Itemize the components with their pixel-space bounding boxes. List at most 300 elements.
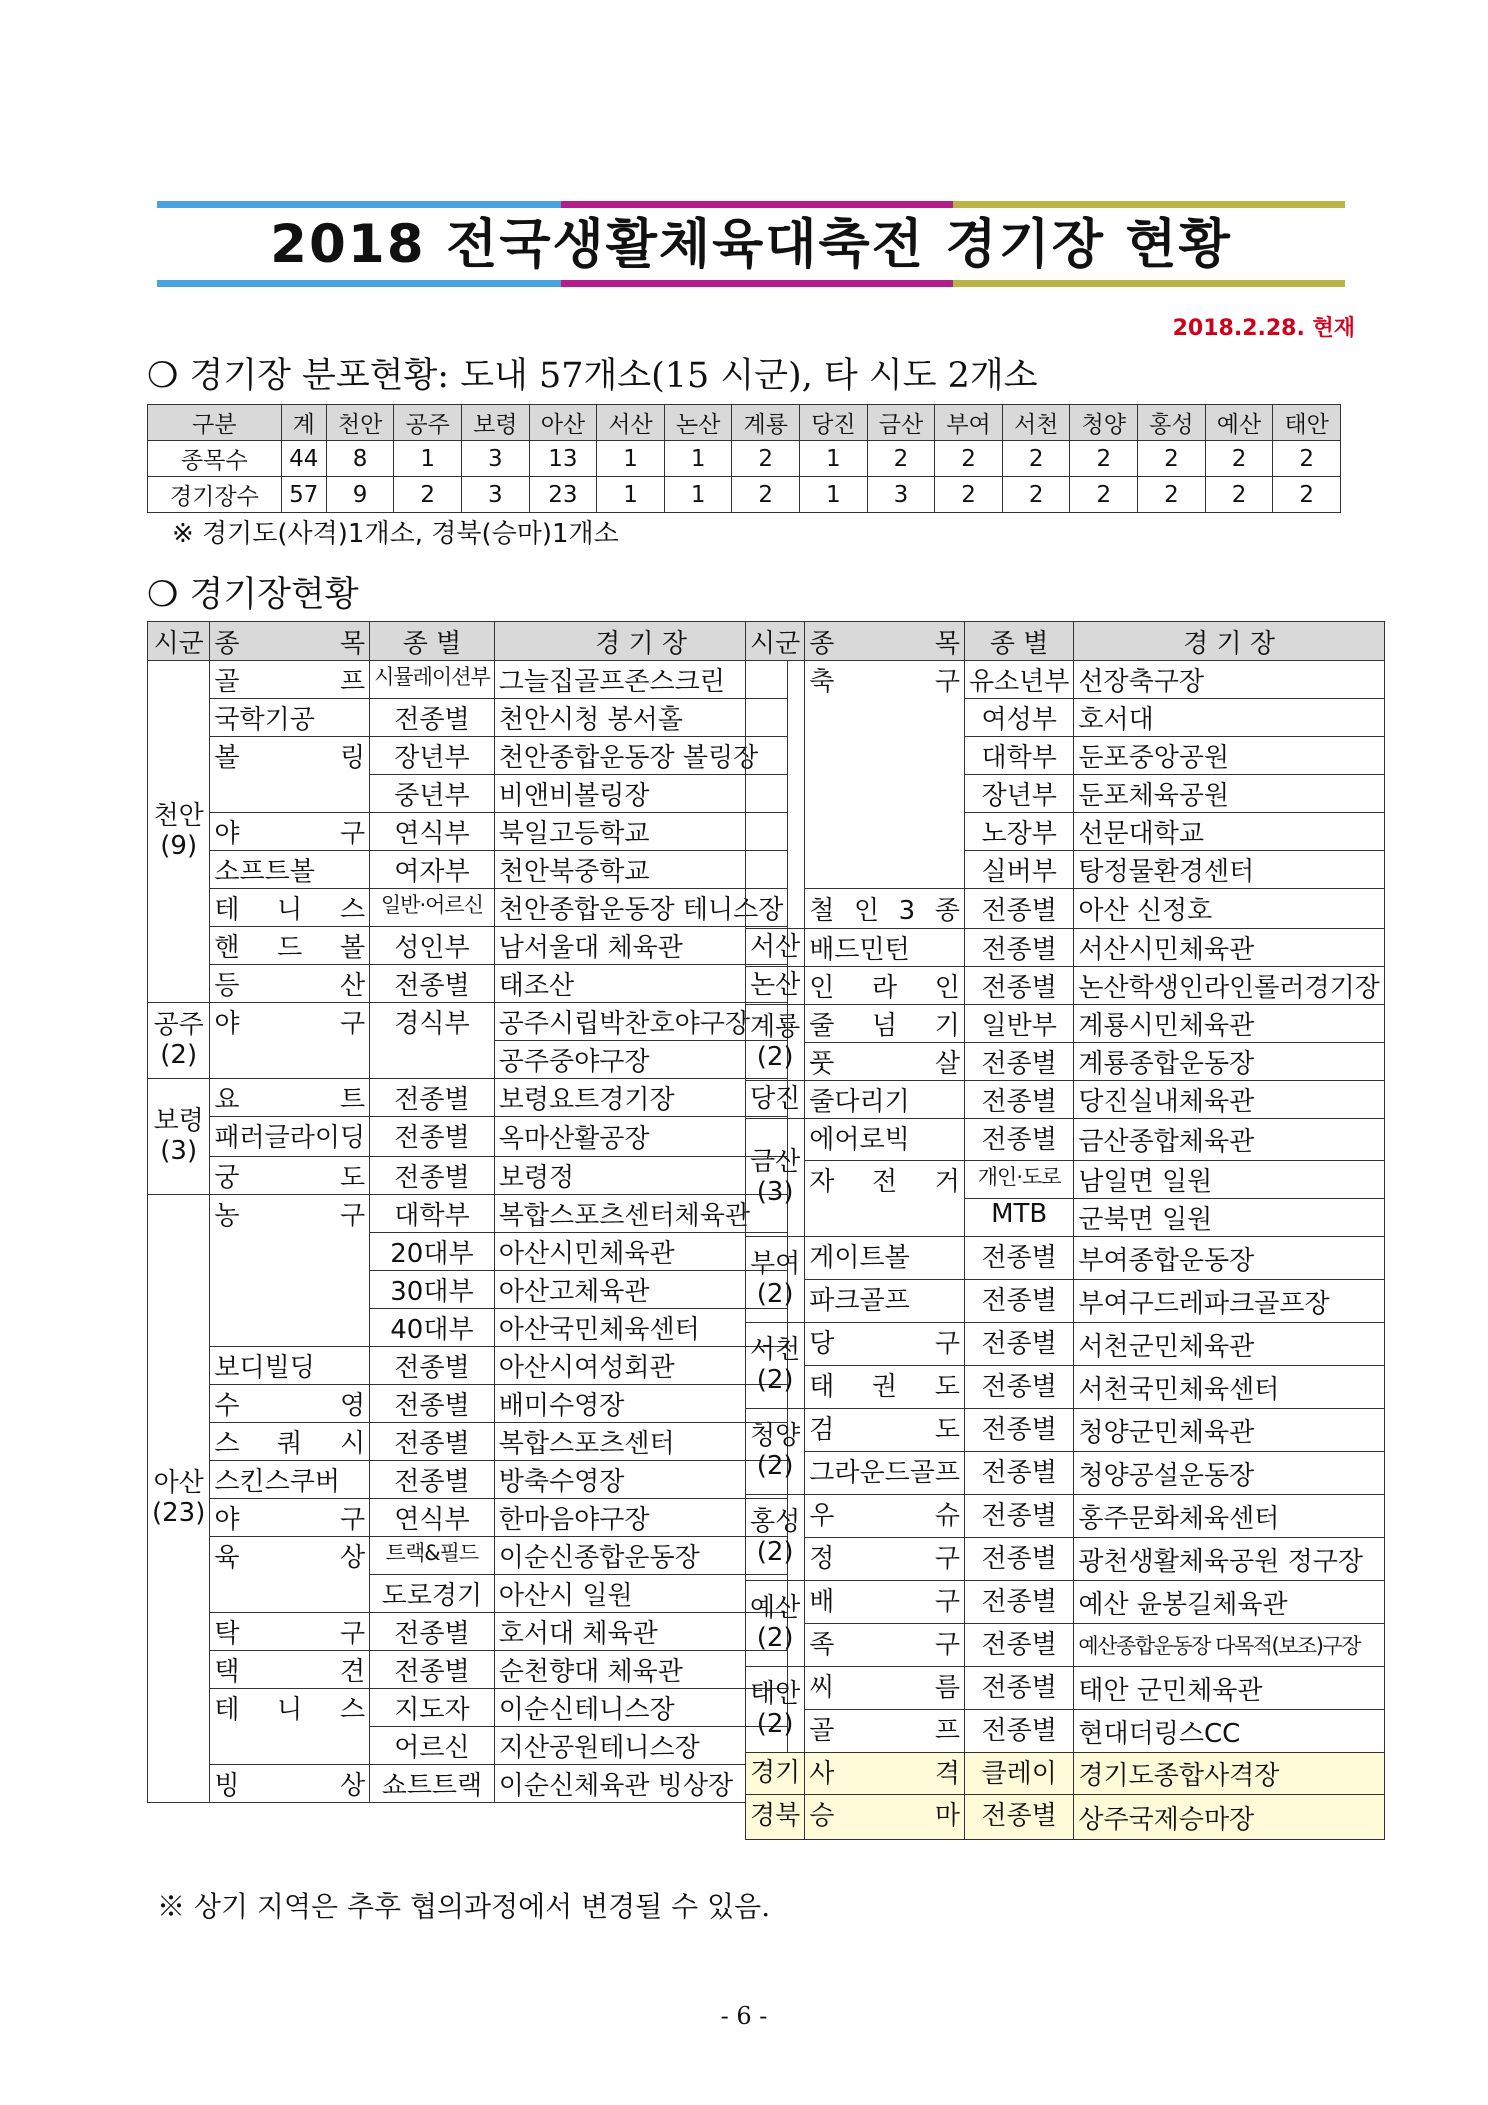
venue-cell: 아산국민체육센터: [494, 1309, 788, 1347]
category-cell: 장년부: [964, 775, 1073, 813]
title-block: [157, 201, 1345, 287]
region-cell: 서산: [746, 929, 805, 967]
venue-row: [148, 1347, 788, 1385]
venue-row: [148, 1385, 788, 1423]
sport-cell: 육 상: [210, 1537, 370, 1613]
section-venues-heading: ❍ 경기장현황: [147, 575, 359, 615]
sport-cell: 파크골프: [805, 1280, 965, 1323]
venue-cell: 청양공설운동장: [1074, 1452, 1384, 1495]
region-cell: 예산 (2): [746, 1581, 805, 1667]
venue-cell: 호서대 체육관: [494, 1613, 788, 1651]
venue-cell: 배미수영장: [494, 1385, 788, 1423]
page-title: 2018 전국생활체육대축전 경기장 현황: [270, 214, 1232, 275]
header-region: 시군: [148, 622, 210, 661]
summary-header-cell: 아산: [529, 405, 597, 441]
summary-cell: 2: [1205, 477, 1273, 513]
category-cell: 연식부: [370, 1499, 495, 1537]
venue-cell: 아산시민체육관: [494, 1233, 788, 1271]
category-cell: 전종별: [370, 965, 495, 1003]
category-cell: 유소년부: [964, 661, 1073, 699]
sport-cell: 보디빌딩: [210, 1347, 370, 1385]
category-cell: 트랙&필드: [370, 1537, 495, 1575]
venue-cell: 순천향대 체육관: [494, 1651, 788, 1689]
venue-cell: 지산공원테니스장: [494, 1727, 788, 1765]
header-sport: 종 목: [210, 622, 370, 661]
venue-row: [148, 1117, 788, 1157]
category-cell: 어르신: [370, 1727, 495, 1765]
venue-row: [148, 1689, 788, 1727]
summary-cell: 2: [1070, 441, 1138, 477]
category-cell: 전종별: [964, 1323, 1073, 1366]
venue-row: [746, 1795, 1385, 1840]
category-cell: 여성부: [964, 699, 1073, 737]
category-cell: 경식부: [370, 1003, 495, 1079]
venue-table-left: [147, 621, 788, 1803]
sport-cell: 게이트볼: [805, 1237, 965, 1280]
summary-cell: 23: [529, 477, 597, 513]
summary-row: [148, 477, 1341, 513]
summary-cell: 1: [394, 441, 462, 477]
category-cell: 전종별: [964, 1280, 1073, 1323]
venue-cell: 태조산: [494, 965, 788, 1003]
category-cell: 전종별: [370, 1613, 495, 1651]
sport-cell: 핸 드 볼: [210, 927, 370, 965]
venue-cell: 예산종합운동장 다목적(보조)구장: [1074, 1624, 1384, 1667]
summary-cell: 2: [935, 477, 1003, 513]
summary-cell: 2: [394, 477, 462, 513]
category-cell: 20대부: [370, 1233, 495, 1271]
venue-header-row: [148, 622, 788, 661]
venue-row: [148, 927, 788, 965]
venue-cell: 서천국민체육센터: [1074, 1366, 1384, 1409]
sport-cell: 정 구: [805, 1538, 965, 1581]
venue-cell: 복합스포츠센터체육관: [494, 1195, 788, 1233]
category-cell: 전종별: [370, 1651, 495, 1689]
category-cell: 지도자: [370, 1689, 495, 1727]
venue-cell: 탕정물환경센터: [1074, 851, 1384, 889]
summary-cell: 1: [800, 441, 868, 477]
summary-cell: 1: [664, 477, 732, 513]
category-cell: 전종별: [964, 1043, 1073, 1081]
venue-cell: 부여종합운동장: [1074, 1237, 1384, 1280]
venue-cell: 그늘집골프존스크린: [494, 661, 788, 699]
sport-cell: 빙 상: [210, 1765, 370, 1803]
summary-cell: 44: [281, 441, 326, 477]
venue-cell: 남일면 일원: [1074, 1161, 1384, 1199]
summary-header-cell: 계: [281, 405, 326, 441]
venue-cell: 천안시청 봉서홀: [494, 699, 788, 737]
summary-cell: 2: [1002, 441, 1070, 477]
summary-cell: 1: [597, 477, 665, 513]
venue-row: [746, 1043, 1385, 1081]
region-cell: 경북: [746, 1795, 805, 1840]
region-cell: 천안 (9): [148, 661, 210, 1003]
venue-cell: 예산 윤봉길체육관: [1074, 1581, 1384, 1624]
category-cell: 전종별: [370, 1079, 495, 1117]
region-cell: 보령 (3): [148, 1079, 210, 1195]
summary-header-cell: 공주: [394, 405, 462, 441]
venue-row: [746, 1237, 1385, 1280]
category-cell: 전종별: [370, 1157, 495, 1195]
venue-header-row: [746, 622, 1385, 661]
category-cell: 30대부: [370, 1271, 495, 1309]
venue-cell: 옥마산활공장: [494, 1117, 788, 1157]
category-cell: 전종별: [964, 1710, 1073, 1753]
category-cell: 대학부: [964, 737, 1073, 775]
category-cell: 전종별: [370, 1385, 495, 1423]
category-cell: 실버부: [964, 851, 1073, 889]
summary-header-row: [148, 405, 1341, 441]
venue-cell: 논산학생인라인롤러경기장: [1074, 967, 1384, 1005]
sport-cell: 줄다리기: [805, 1081, 965, 1119]
sport-cell: 자 전 거: [805, 1161, 965, 1237]
category-cell: 전종별: [370, 1347, 495, 1385]
title-bottom-bar: [157, 280, 1345, 287]
region-cell: 홍성 (2): [746, 1495, 805, 1581]
sport-cell: 수 영: [210, 1385, 370, 1423]
sport-cell: 철 인 3 종: [805, 889, 965, 929]
category-cell: 전종별: [964, 1119, 1073, 1161]
region-cell: 논산: [746, 967, 805, 1005]
venue-cell: 이순신종합운동장: [494, 1537, 788, 1575]
header-category: 종 별: [370, 622, 495, 661]
summary-cell: 1: [597, 441, 665, 477]
sport-cell: 골 프: [210, 661, 370, 699]
sport-cell: 우 슈: [805, 1495, 965, 1538]
summary-cell: 2: [1070, 477, 1138, 513]
venue-row: [148, 851, 788, 889]
category-cell: 전종별: [964, 1667, 1073, 1710]
category-cell: 40대부: [370, 1309, 495, 1347]
summary-cell: 경기장수: [148, 477, 282, 513]
sport-cell: 당 구: [805, 1323, 965, 1366]
sport-cell: 요 트: [210, 1079, 370, 1117]
sport-cell: 축 구: [805, 661, 965, 889]
sport-cell: 패러글라이딩: [210, 1117, 370, 1157]
sport-cell: 배 구: [805, 1581, 965, 1624]
summary-cell: 2: [935, 441, 1003, 477]
sport-cell: 줄 넘 기: [805, 1005, 965, 1043]
sport-cell: 씨 름: [805, 1667, 965, 1710]
category-cell: 전종별: [964, 1081, 1073, 1119]
summary-cell: 2: [1205, 441, 1273, 477]
venue-row: [148, 1195, 788, 1233]
venue-cell: 아산고체육관: [494, 1271, 788, 1309]
summary-cell: 57: [281, 477, 326, 513]
header-venue: 경 기 장: [494, 622, 788, 661]
venue-row: [148, 737, 788, 775]
venue-row: [746, 1161, 1385, 1199]
venue-cell: 남서울대 체육관: [494, 927, 788, 965]
category-cell: 전종별: [964, 1237, 1073, 1280]
region-cell: 계룡 (2): [746, 1005, 805, 1081]
sport-cell: 족 구: [805, 1624, 965, 1667]
sport-cell: 테 니 스: [210, 889, 370, 927]
summary-header-cell: 천안: [326, 405, 394, 441]
venue-row: [746, 1005, 1385, 1043]
summary-header-cell: 보령: [462, 405, 530, 441]
venue-cell: 선문대학교: [1074, 813, 1384, 851]
summary-cell: 2: [732, 441, 800, 477]
venue-cell: 방축수영장: [494, 1461, 788, 1499]
venue-row: [746, 967, 1385, 1005]
sport-cell: 택 견: [210, 1651, 370, 1689]
page-number: - 6 -: [720, 2002, 768, 2030]
category-cell: 전종별: [964, 929, 1073, 967]
sport-cell: 야 구: [210, 1003, 370, 1079]
summary-header-cell: 부여: [935, 405, 1003, 441]
summary-cell: 종목수: [148, 441, 282, 477]
section-distribution-heading: ❍ 경기장 분포현황: 도내 57개소(15 시군), 타 시도 2개소: [147, 356, 1038, 396]
venue-cell: 천안종합운동장 볼링장: [494, 737, 788, 775]
venue-row: [148, 1461, 788, 1499]
distribution-summary-table: [147, 404, 1341, 513]
category-cell: 성인부: [370, 927, 495, 965]
as-of-date: 2018.2.28. 현재: [1172, 316, 1355, 341]
summary-cell: 2: [1138, 477, 1206, 513]
venue-cell: 아산시 일원: [494, 1575, 788, 1613]
venue-cell: 계룡종합운동장: [1074, 1043, 1384, 1081]
summary-cell: 2: [1273, 477, 1341, 513]
venue-row: [746, 889, 1385, 929]
summary-header-cell: 태안: [1273, 405, 1341, 441]
venue-row: [746, 1280, 1385, 1323]
venue-row: [746, 1581, 1385, 1624]
category-cell: 전종별: [964, 1452, 1073, 1495]
summary-cell: 3: [867, 477, 935, 513]
category-cell: 쇼트트랙: [370, 1765, 495, 1803]
category-cell: 대학부: [370, 1195, 495, 1233]
venue-row: [148, 1157, 788, 1195]
category-cell: 전종별: [964, 1624, 1073, 1667]
venue-row: [148, 1423, 788, 1461]
sport-cell: 볼 링: [210, 737, 370, 813]
summary-header-cell: 금산: [867, 405, 935, 441]
venue-row: [148, 1079, 788, 1117]
category-cell: 전종별: [964, 889, 1073, 929]
venue-row: [148, 889, 788, 927]
region-cell: [746, 661, 805, 929]
sport-cell: 궁 도: [210, 1157, 370, 1195]
summary-header-cell: 서산: [597, 405, 665, 441]
summary-header-cell: 계룡: [732, 405, 800, 441]
venue-cell: 천안북중학교: [494, 851, 788, 889]
venue-cell: 이순신테니스장: [494, 1689, 788, 1727]
summary-cell: 2: [1273, 441, 1341, 477]
sport-cell: 테 니 스: [210, 1689, 370, 1765]
title-top-bar: [157, 201, 1345, 208]
category-cell: MTB: [964, 1199, 1073, 1237]
summary-cell: 3: [462, 441, 530, 477]
venue-cell: 천안종합운동장 테니스장: [494, 889, 788, 927]
category-cell: 도로경기: [370, 1575, 495, 1613]
venue-cell: 비앤비볼링장: [494, 775, 788, 813]
venue-row: [148, 813, 788, 851]
venue-cell: 둔포중앙공원: [1074, 737, 1384, 775]
category-cell: 전종별: [964, 1366, 1073, 1409]
sport-cell: 야 구: [210, 813, 370, 851]
venue-row: [746, 1366, 1385, 1409]
venue-cell: 보령요트경기장: [494, 1079, 788, 1117]
summary-header-cell: 서천: [1002, 405, 1070, 441]
sport-cell: 소프트볼: [210, 851, 370, 889]
venue-cell: 군북면 일원: [1074, 1199, 1384, 1237]
venue-row: [148, 1003, 788, 1041]
venue-cell: 태안 군민체육관: [1074, 1667, 1384, 1710]
venue-row: [746, 1081, 1385, 1119]
venue-row: [148, 699, 788, 737]
category-cell: 전종별: [370, 699, 495, 737]
sport-cell: 탁 구: [210, 1613, 370, 1651]
venue-table-right: [745, 621, 1385, 1840]
venue-cell: 호서대: [1074, 699, 1384, 737]
category-cell: 전종별: [370, 1117, 495, 1157]
venue-cell: 공주중야구장: [494, 1041, 788, 1079]
venue-row: [746, 1624, 1385, 1667]
category-cell: 전종별: [964, 967, 1073, 1005]
venue-cell: 보령정: [494, 1157, 788, 1195]
summary-header-cell: 논산: [664, 405, 732, 441]
summary-header-cell: 구분: [148, 405, 282, 441]
header-region: 시군: [746, 622, 805, 661]
venue-row: [746, 1409, 1385, 1452]
venue-cell: 둔포체육공원: [1074, 775, 1384, 813]
venue-row: [746, 1753, 1385, 1795]
venue-cell: 서산시민체육관: [1074, 929, 1384, 967]
summary-header-cell: 예산: [1205, 405, 1273, 441]
header-sport: 종 목: [805, 622, 965, 661]
category-cell: 전종별: [370, 1423, 495, 1461]
venue-cell: 선장축구장: [1074, 661, 1384, 699]
summary-cell: 9: [326, 477, 394, 513]
venue-row: [746, 1323, 1385, 1366]
category-cell: 노장부: [964, 813, 1073, 851]
summary-cell: 2: [1138, 441, 1206, 477]
sport-cell: 농 구: [210, 1195, 370, 1347]
summary-cell: 2: [732, 477, 800, 513]
sport-cell: 에어로빅: [805, 1119, 965, 1161]
venue-cell: 청양군민체육관: [1074, 1409, 1384, 1452]
category-cell: 일반·어르신: [370, 889, 495, 927]
summary-header-cell: 청양: [1070, 405, 1138, 441]
region-cell: 청양 (2): [746, 1409, 805, 1495]
venue-row: [148, 1613, 788, 1651]
venue-row: [148, 1651, 788, 1689]
category-cell: 전종별: [964, 1538, 1073, 1581]
category-cell: 시뮬레이션부: [370, 661, 495, 699]
summary-cell: 13: [529, 441, 597, 477]
category-cell: 전종별: [964, 1795, 1073, 1840]
category-cell: 여자부: [370, 851, 495, 889]
region-cell: 서천 (2): [746, 1323, 805, 1409]
summary-row: [148, 441, 1341, 477]
venue-row: [148, 965, 788, 1003]
venue-row: [746, 661, 1385, 699]
sport-cell: 사 격: [805, 1753, 965, 1795]
summary-cell: 1: [664, 441, 732, 477]
region-cell: 금산 (3): [746, 1119, 805, 1237]
change-notice: ※ 상기 지역은 추후 협의과정에서 변경될 수 있음.: [157, 1890, 771, 1923]
sport-cell: 그라운드골프: [805, 1452, 965, 1495]
venue-cell: 광천생활체육공원 정구장: [1074, 1538, 1384, 1581]
venue-row: [746, 1538, 1385, 1581]
other-province-note: ※ 경기도(사격)1개소, 경북(승마)1개소: [172, 519, 619, 549]
region-cell: 부여 (2): [746, 1237, 805, 1323]
sport-cell: 스 쿼 시: [210, 1423, 370, 1461]
category-cell: 장년부: [370, 737, 495, 775]
sport-cell: 태 권 도: [805, 1366, 965, 1409]
sport-cell: 풋 살: [805, 1043, 965, 1081]
venue-cell: 아산 신정호: [1074, 889, 1384, 929]
category-cell: 전종별: [370, 1461, 495, 1499]
venue-row: [148, 1765, 788, 1803]
venue-cell: 현대더링스CC: [1074, 1710, 1384, 1753]
venue-cell: 복합스포츠센터: [494, 1423, 788, 1461]
venue-cell: 서천군민체육관: [1074, 1323, 1384, 1366]
category-cell: 클레이: [964, 1753, 1073, 1795]
venue-cell: 홍주문화체육센터: [1074, 1495, 1384, 1538]
summary-cell: 8: [326, 441, 394, 477]
venue-cell: 상주국제승마장: [1074, 1795, 1384, 1840]
summary-cell: 2: [1002, 477, 1070, 513]
sport-cell: 등 산: [210, 965, 370, 1003]
summary-header-cell: 당진: [800, 405, 868, 441]
venue-cell: 계룡시민체육관: [1074, 1005, 1384, 1043]
sport-cell: 골 프: [805, 1710, 965, 1753]
region-cell: 경기: [746, 1753, 805, 1795]
venue-cell: 공주시립박찬호야구장: [494, 1003, 788, 1041]
summary-cell: 3: [462, 477, 530, 513]
header-category: 종 별: [964, 622, 1073, 661]
region-cell: 아산 (23): [148, 1195, 210, 1803]
venue-cell: 아산시여성회관: [494, 1347, 788, 1385]
venue-row: [148, 1499, 788, 1537]
summary-cell: 1: [800, 477, 868, 513]
venue-row: [148, 1537, 788, 1575]
sport-cell: 국학기공: [210, 699, 370, 737]
venue-row: [746, 1495, 1385, 1538]
sport-cell: 검 도: [805, 1409, 965, 1452]
header-venue: 경 기 장: [1074, 622, 1384, 661]
category-cell: 연식부: [370, 813, 495, 851]
sport-cell: 배드민턴: [805, 929, 965, 967]
venue-row: [148, 661, 788, 699]
region-cell: 당진: [746, 1081, 805, 1119]
venue-row: [746, 1710, 1385, 1753]
venue-row: [746, 1452, 1385, 1495]
sport-cell: 야 구: [210, 1499, 370, 1537]
venue-cell: 경기도종합사격장: [1074, 1753, 1384, 1795]
venue-cell: 이순신체육관 빙상장: [494, 1765, 788, 1803]
summary-header-cell: 홍성: [1138, 405, 1206, 441]
venue-row: [746, 929, 1385, 967]
venue-cell: 부여구드레파크골프장: [1074, 1280, 1384, 1323]
venue-cell: 한마음야구장: [494, 1499, 788, 1537]
region-cell: 태안 (2): [746, 1667, 805, 1753]
sport-cell: 인 라 인: [805, 967, 965, 1005]
venue-row: [746, 1667, 1385, 1710]
venue-cell: 북일고등학교: [494, 813, 788, 851]
region-cell: 공주 (2): [148, 1003, 210, 1079]
venue-row: [746, 1119, 1385, 1161]
venue-cell: 당진실내체육관: [1074, 1081, 1384, 1119]
sport-cell: 승 마: [805, 1795, 965, 1840]
venue-cell: 금산종합체육관: [1074, 1119, 1384, 1161]
sport-cell: 스킨스쿠버: [210, 1461, 370, 1499]
category-cell: 전종별: [964, 1409, 1073, 1452]
category-cell: 일반부: [964, 1005, 1073, 1043]
category-cell: 개인·도로: [964, 1161, 1073, 1199]
